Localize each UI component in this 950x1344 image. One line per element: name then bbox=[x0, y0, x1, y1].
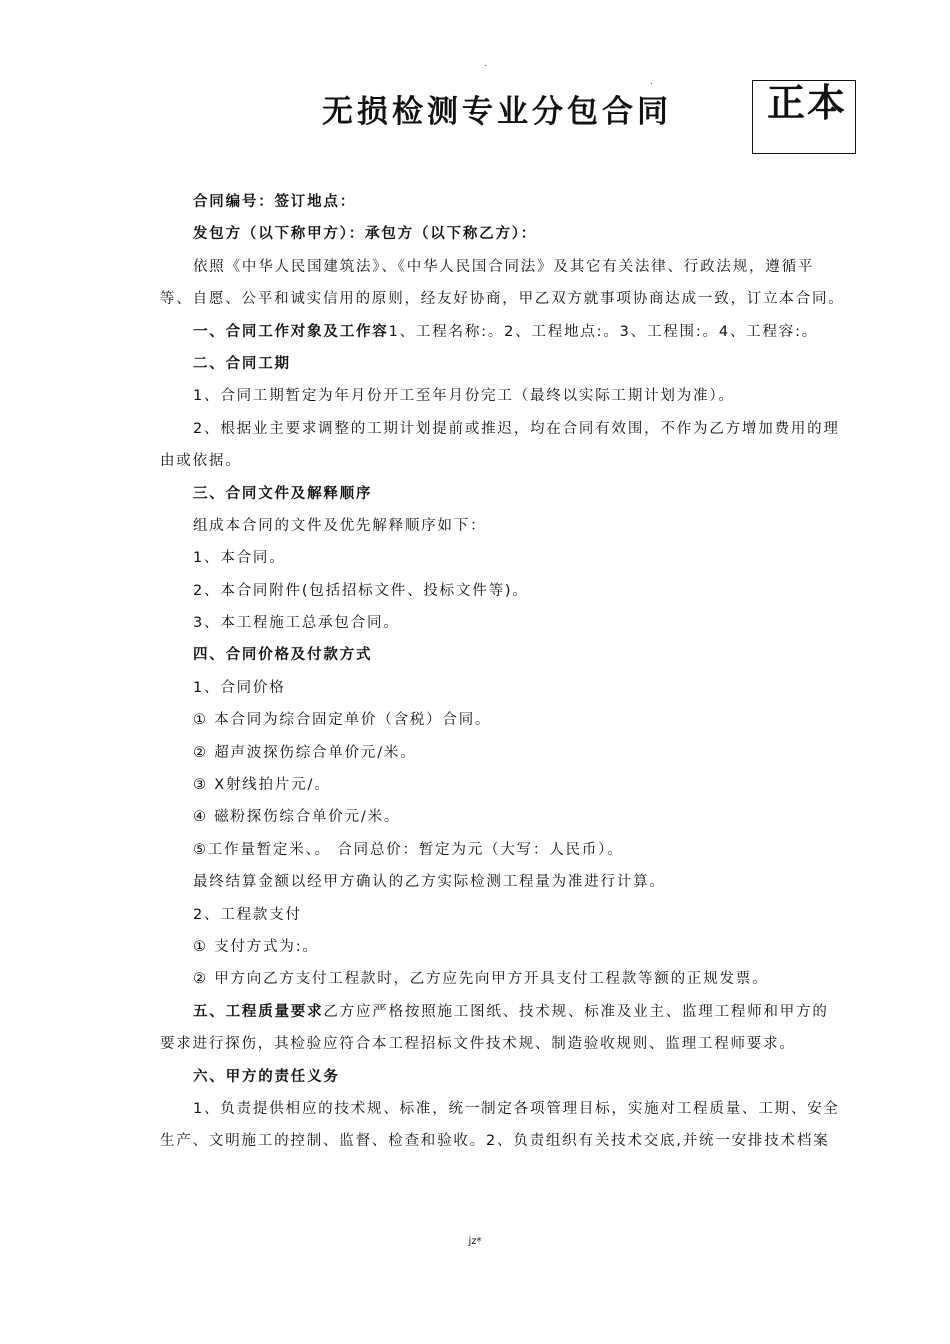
paragraph-line: 最终结算金额以经甲方确认的乙方实际检测工程量为准进行计算。 bbox=[193, 874, 666, 891]
paragraph-line: 等、自愿、公平和诚实信用的原则，经友好协商，甲乙双方就事项协商达成一致，订立本合同。 bbox=[160, 291, 845, 308]
section-line bbox=[160, 316, 860, 348]
stamp-label: 正本 bbox=[767, 81, 848, 125]
section-line bbox=[160, 996, 860, 1028]
paragraph-line: 生产、文明施工的控制、监督、检查和验收。2、负责组织有关技术交底,并统一安排技术档案 bbox=[160, 1133, 830, 1150]
section-heading: 四、合同价格及付款方式 bbox=[193, 647, 373, 664]
subsection-heading: 2、工程款支付 bbox=[193, 906, 302, 923]
paragraph-line: 1、负责提供相应的技术规、标准，统一制定各项管理目标，实施对工程质量、工期、安全 bbox=[193, 1100, 840, 1117]
document-title: 无损检测专业分包合同 bbox=[322, 94, 672, 130]
section-heading: 二、合同工期 bbox=[193, 355, 291, 372]
paragraph-line: 要求进行探伤，其检验应符合本工程招标文件技术规、制造验收规则、监理工程师要求。 bbox=[160, 1036, 796, 1053]
list-item: ⑤工作量暂定米、。 合同总价：暂定为元（大写：人民币）。 bbox=[193, 841, 624, 858]
section-text: 乙方应严格按照施工图纸、技术规、标准及业主、监理工程师和甲方的 bbox=[323, 1003, 829, 1020]
contract-body bbox=[160, 186, 860, 1158]
list-item: ② 超声波探伤综合单价元/米。 bbox=[193, 744, 417, 761]
paragraph-line: 依照《中华人民国建筑法》、《中华人民国合同法》及其它有关法律、行政法规，遵循平 bbox=[193, 258, 815, 275]
paragraph-line: 组成本合同的文件及优先解释顺序如下： bbox=[193, 517, 487, 534]
list-item: ① 支付方式为:。 bbox=[193, 938, 319, 955]
header-dot: . bbox=[484, 59, 487, 68]
list-item: 2、本合同附件(包括招标文件、投标文件等)。 bbox=[193, 582, 529, 599]
list-item: 3、本工程施工总承包合同。 bbox=[193, 615, 400, 632]
list-item: ② 甲方向乙方支付工程款时，乙方应先向甲方开具支付工程款等额的正规发票。 bbox=[193, 971, 769, 988]
page-footer: jz* bbox=[468, 1236, 482, 1247]
contract-number-line: 合同编号：签订地点： bbox=[193, 194, 356, 210]
paragraph-line: 由或依据。 bbox=[160, 453, 242, 470]
section-heading: 三、合同文件及解释顺序 bbox=[193, 485, 373, 502]
section-text: 1、工程名称:。2、工程地点:。3、工程围:。4、工程容:。 bbox=[388, 323, 819, 340]
parties-line: 发包方（以下称甲方）：承包方（以下称乙方）： bbox=[193, 226, 538, 243]
section-heading: 一、合同工作对象及工作容 bbox=[193, 323, 389, 340]
list-item: 1、本合同。 bbox=[193, 550, 286, 567]
header-dot: . bbox=[650, 77, 653, 86]
paragraph-line: 1、合同工期暂定为年月份开工至年月份完工（最终以实际工期计划为准）。 bbox=[193, 388, 735, 405]
paragraph-line: 2、根据业主要求调整的工期计划提前或推迟，均在合同有效围，不作为乙方增加费用的理 bbox=[193, 420, 840, 437]
section-heading: 六、甲方的责任义务 bbox=[193, 1068, 340, 1085]
list-item: ③ X射线拍片元/。 bbox=[193, 777, 331, 794]
original-copy-stamp bbox=[752, 80, 856, 154]
list-item: ④ 磁粉探伤综合单价元/米。 bbox=[193, 809, 401, 826]
subsection-heading: 1、合同价格 bbox=[193, 679, 286, 696]
list-item: ① 本合同为综合固定单价（含税）合同。 bbox=[193, 712, 492, 729]
section-heading: 五、工程质量要求 bbox=[193, 1003, 324, 1020]
